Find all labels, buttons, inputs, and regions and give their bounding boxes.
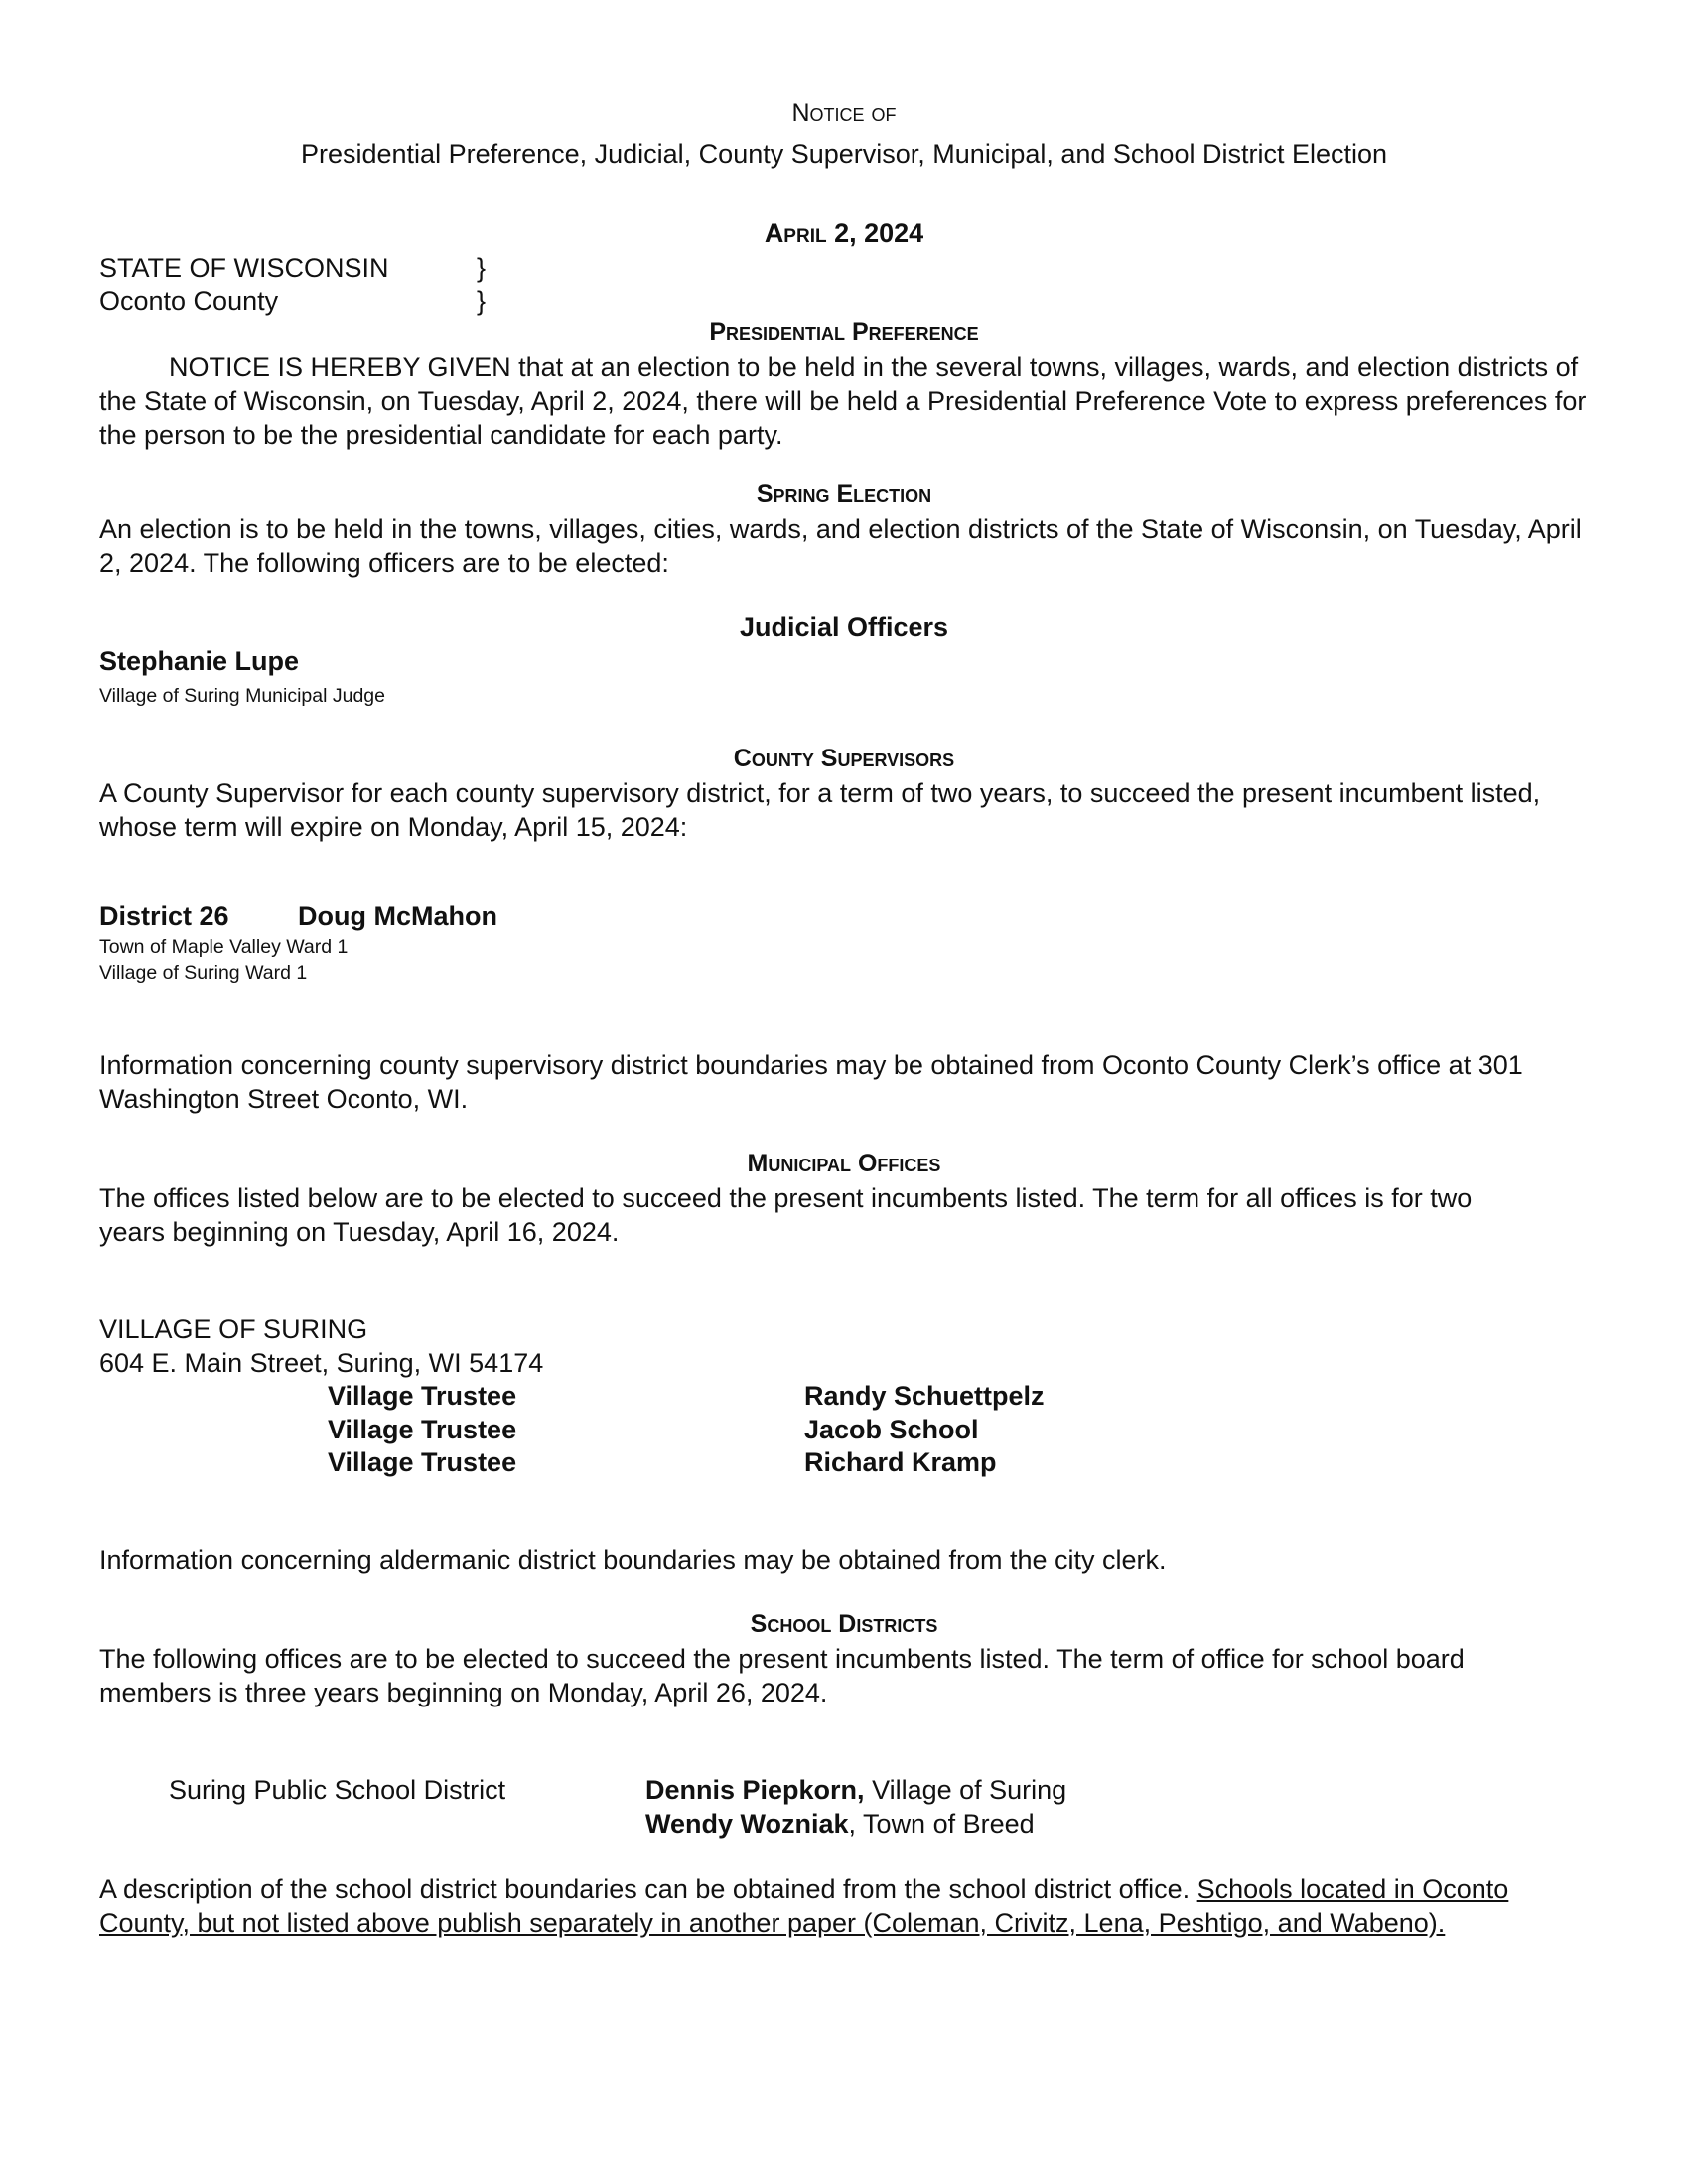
- election-date: April 2, 2024: [764, 218, 924, 248]
- office-title: Village Trustee: [328, 1447, 517, 1477]
- school-description-text: A description of the school district boundaries can be obtained from the school district office.: [99, 1874, 1197, 1904]
- election-title: Presidential Preference, Judicial, County Supervisor, Municipal, and School District Election: [300, 139, 1388, 169]
- village-name: VILLAGE OF SURING: [99, 1314, 368, 1344]
- school-member: [645, 1773, 1066, 1807]
- spring-heading: Spring Election: [756, 480, 932, 508]
- county-supervisors-body: A County Supervisor for each county supervisory district, for a term of two years, to succeed the present incumbent listed, whose term will expire on Monday, April 15, 2024:: [99, 778, 1541, 842]
- municipal-heading: Municipal Offices: [747, 1150, 941, 1177]
- supervisor-district: District 26: [99, 901, 229, 931]
- school-member-location: , Town of Breed: [848, 1809, 1035, 1839]
- presidential-heading: Presidential Preference: [709, 318, 979, 345]
- supervisor-ward: Village of Suring Ward 1: [99, 962, 308, 984]
- office-title: Village Trustee: [328, 1381, 517, 1411]
- school-member-name: Dennis Piepkorn,: [645, 1775, 865, 1805]
- county-caption: Oconto County: [99, 286, 279, 316]
- municipal-body-line1: The offices listed below are to be elected to succeed the present incumbents listed. The term for all offices is for two: [99, 1183, 1473, 1213]
- presidential-body: NOTICE IS HEREBY GIVEN that at an election to be held in the several towns, villages, wards, and election districts of the State of Wisconsin, on Tuesday, April 2, 2024, there will be held a Presidential Preference Vote to express preferences for the person to be the presidential candidate for each party.: [99, 352, 1587, 450]
- supervisor-ward: Town of Maple Valley Ward 1: [99, 936, 349, 958]
- caption-brace: }: [477, 286, 487, 316]
- village-address: 604 E. Main Street, Suring, WI 54174: [99, 1348, 544, 1378]
- office-incumbent: Richard Kramp: [804, 1447, 997, 1477]
- school-member-location: Village of Suring: [864, 1775, 1067, 1805]
- aldermanic-info: Information concerning aldermanic district boundaries may be obtained from the city clerk.: [99, 1545, 1167, 1574]
- office-incumbent: Randy Schuettpelz: [804, 1381, 1045, 1411]
- school-description-underlined: Schools located in Oconto County, but not listed above publish separately in another paper (Coleman, Crivitz, Lena, Peshtigo, and Wabeno).: [99, 1874, 1509, 1938]
- office-title: Village Trustee: [328, 1415, 517, 1444]
- municipal-body-line2: years beginning on Tuesday, April 16, 2024.: [99, 1217, 620, 1247]
- judicial-office: Village of Suring Municipal Judge: [99, 685, 385, 707]
- county-supervisors-info: Information concerning county supervisory district boundaries may be obtained from Oconto County Clerk’s office at 301 Washington Street Oconto, WI.: [99, 1050, 1523, 1114]
- office-incumbent: Jacob School: [804, 1415, 979, 1444]
- caption-brace: }: [477, 253, 487, 283]
- judicial-name: Stephanie Lupe: [99, 646, 300, 676]
- school-member: [645, 1807, 1035, 1841]
- school-body-line1: The following offices are to be elected to succeed the present incumbents listed. The term of office for school board: [99, 1644, 1465, 1674]
- state-caption: STATE OF WISCONSIN: [99, 253, 389, 283]
- county-supervisors-heading: County Supervisors: [733, 745, 955, 772]
- school-heading: School Districts: [750, 1610, 938, 1638]
- school-member-name: Wendy Wozniak: [645, 1809, 849, 1839]
- school-description: [99, 1872, 1589, 1940]
- school-district-name: Suring Public School District: [169, 1775, 506, 1805]
- notice-of-heading: Notice of: [791, 99, 897, 127]
- supervisor-incumbent: Doug McMahon: [298, 901, 497, 931]
- spring-body: An election is to be held in the towns, villages, cities, wards, and election districts of the State of Wisconsin, on Tuesday, April 2, 2024. The following officers are to be elected:: [99, 514, 1582, 578]
- judicial-heading: Judicial Officers: [739, 613, 949, 642]
- school-body-line2: members is three years beginning on Monday, April 26, 2024.: [99, 1678, 828, 1707]
